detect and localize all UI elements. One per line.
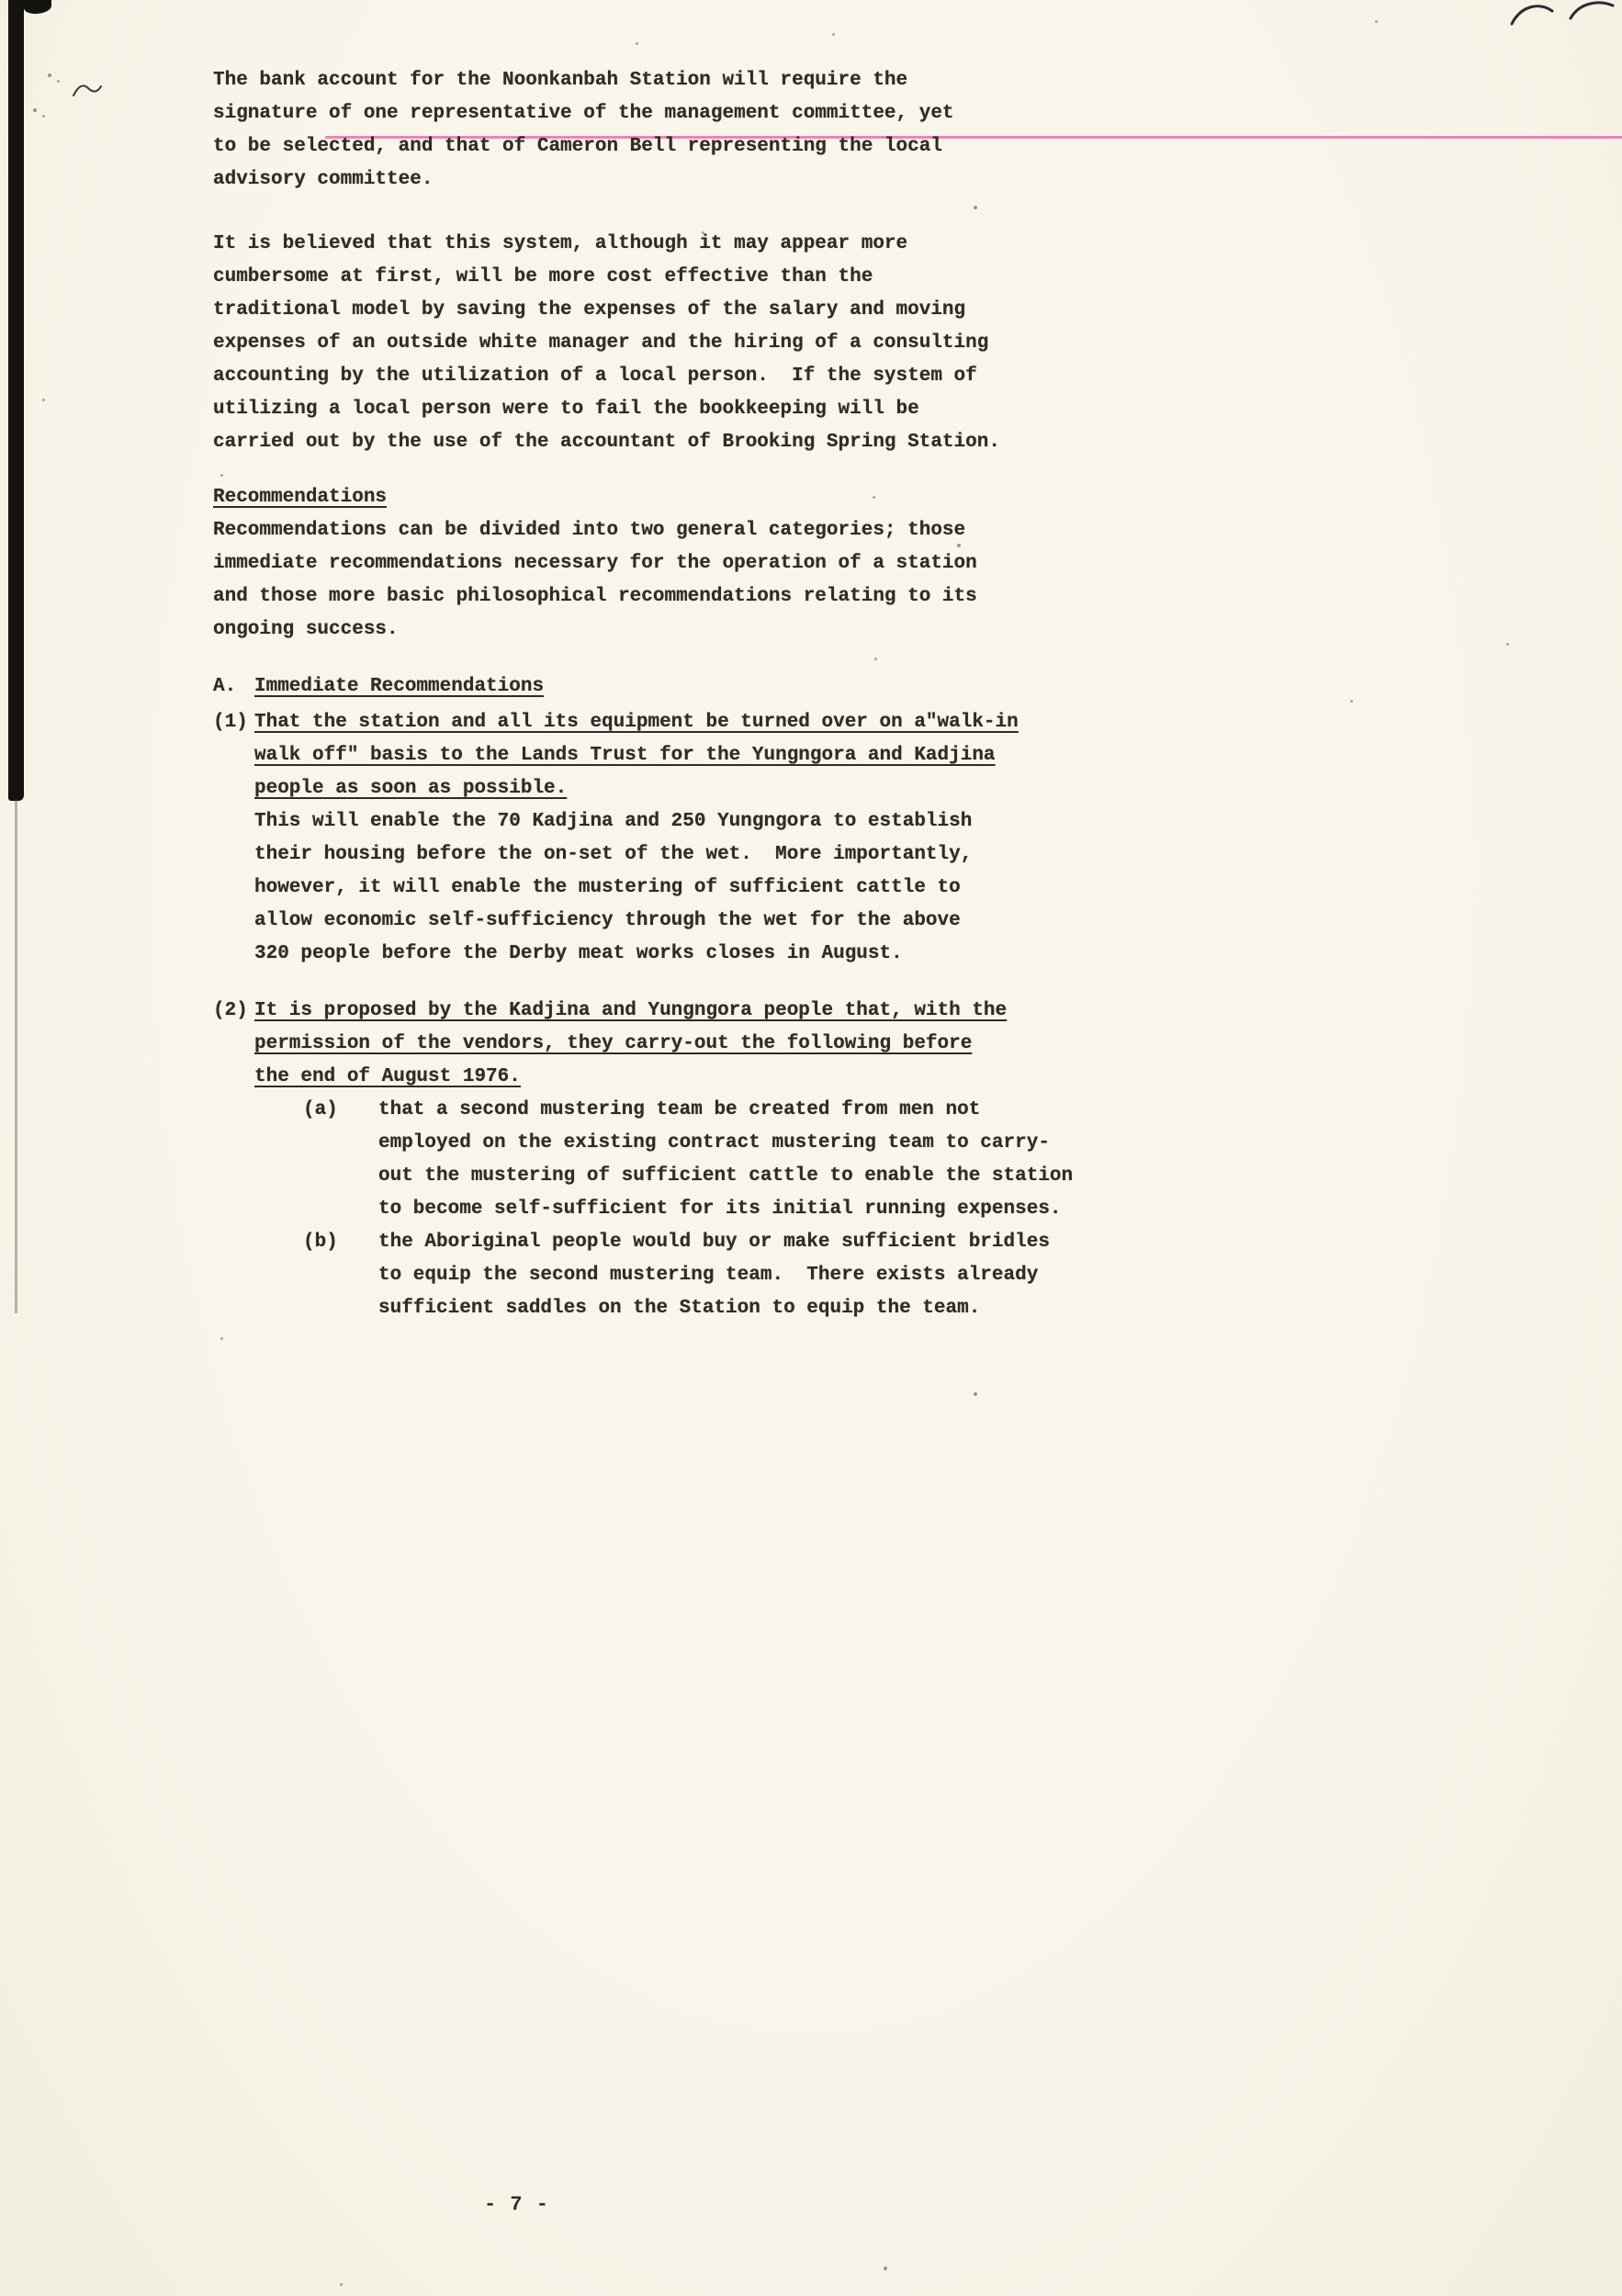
text-line: It is believed that this system, although it may appear more: [213, 233, 908, 254]
scan-edge-line-faint: [15, 799, 17, 1313]
pen-mark-left-margin: [70, 77, 107, 101]
heading-recommendations-text: Recommendations: [213, 487, 388, 508]
section-a-heading: [213, 670, 544, 703]
speck: [832, 33, 835, 36]
speck: [33, 108, 37, 112]
page-number: [484, 2193, 549, 2216]
text-line: the end of August 1976.: [254, 1066, 521, 1087]
text-line: permission of the vendors, they carry-out the following before: [254, 1033, 973, 1054]
subitem-b-marker: (b): [303, 1232, 338, 1253]
item-1-body: [254, 805, 1019, 971]
text-line: traditional model by saving the expenses of the salary and moving: [213, 299, 966, 321]
scan-edge-bar: [8, 0, 24, 801]
text-line: 320 people before the Derby meat works closes in August.: [254, 943, 903, 964]
heading-recommendations: [213, 481, 387, 514]
speck: [1506, 643, 1509, 646]
text-line: immediate recommendations necessary for the operation of a station: [213, 553, 977, 574]
text-line: to become self-sufficient for its initial running expenses.: [378, 1199, 1062, 1220]
item-1-marker: (1): [213, 712, 248, 733]
text-line: It is proposed by the Kadjina and Yungngora people that, with the: [254, 1000, 1008, 1021]
speck: [42, 399, 45, 401]
text-line: sufficient saddles on the Station to equip the team.: [378, 1298, 981, 1319]
speck: [42, 115, 45, 118]
paragraph-system-cost: [213, 228, 1000, 459]
text-line: accounting by the utilization of a local person. If the system of: [213, 366, 977, 387]
speck: [974, 1392, 977, 1396]
text-line: employed on the existing contract mustering team to carry-: [378, 1132, 1050, 1154]
speck: [873, 496, 875, 499]
subitem-a-marker: (a): [303, 1099, 338, 1120]
text-line: That the station and all its equipment be turned over on a"walk-in: [254, 712, 1019, 733]
section-a-marker: A.: [213, 676, 237, 697]
text-line: out the mustering of sufficient cattle to enable the station: [378, 1165, 1074, 1187]
speck: [874, 658, 877, 660]
recommendation-item-1: [213, 706, 1019, 971]
speck: [1375, 20, 1378, 23]
text-line: Recommendations can be divided into two general categories; those: [213, 520, 966, 541]
text-line: to be selected, and that of Cameron Bell representing the local: [213, 136, 942, 157]
speck: [1350, 700, 1353, 703]
text-line: to equip the second mustering team. There exists already: [378, 1265, 1039, 1286]
page-number-text: - 7 -: [484, 2193, 550, 2216]
text-line: cumbersome at first, will be more cost effective than the: [213, 266, 873, 287]
speck: [636, 42, 638, 45]
text-line: however, it will enable the mustering of sufficient cattle to: [254, 877, 961, 898]
section-a-title: [254, 670, 544, 703]
item-1-underlined: [254, 706, 1019, 805]
speck: [57, 80, 60, 83]
text-line: This will enable the 70 Kadjina and 250 Yungngora to establish: [254, 811, 973, 832]
speck: [974, 206, 977, 209]
text-line: carried out by the use of the accountant of Brooking Spring Station.: [213, 432, 1000, 453]
speck: [220, 1337, 223, 1340]
speck: [884, 2267, 887, 2270]
pen-mark-top-right: [1504, 0, 1620, 31]
text-line: walk off" basis to the Lands Trust for the Yungngora and Kadjina: [254, 745, 996, 766]
paragraph-bank-account: [213, 64, 954, 197]
text-line: that a second mustering team be created from men not: [378, 1099, 981, 1120]
speck: [340, 2283, 343, 2286]
item-2-underlined: [254, 995, 1007, 1094]
text-line: expenses of an outside white manager and the hiring of a consulting: [213, 332, 989, 354]
scan-corner-blob: [24, 0, 51, 14]
subitem-b: [303, 1226, 1050, 1325]
recommendation-item-2: [213, 995, 1007, 1094]
subitem-a: [303, 1094, 1073, 1226]
item-2-marker: (2): [213, 1000, 248, 1021]
paragraph-recommendations-intro: [213, 514, 977, 647]
text-line: ongoing success.: [213, 619, 399, 640]
speck: [220, 474, 223, 477]
text-line: their housing before the on-set of the wet. More importantly,: [254, 844, 973, 865]
text-line: allow economic self-sufficiency through the wet for the above: [254, 910, 961, 931]
text-line: utilizing a local person were to fail the bookkeeping will be: [213, 399, 919, 420]
subitem-a-lines: [378, 1094, 1073, 1226]
text-line: signature of one representative of the management committee, yet: [213, 103, 954, 124]
text-line: advisory committee.: [213, 169, 434, 190]
speck: [48, 73, 51, 77]
section-a-title-text: Immediate Recommendations: [254, 676, 545, 697]
subitem-b-lines: [378, 1226, 1050, 1325]
text-line: the Aboriginal people would buy or make sufficient bridles: [378, 1232, 1050, 1253]
text-line: and those more basic philosophical recommendations relating to its: [213, 586, 977, 607]
text-line: people as soon as possible.: [254, 778, 568, 799]
text-line: The bank account for the Noonkanbah Station will require the: [213, 70, 908, 91]
